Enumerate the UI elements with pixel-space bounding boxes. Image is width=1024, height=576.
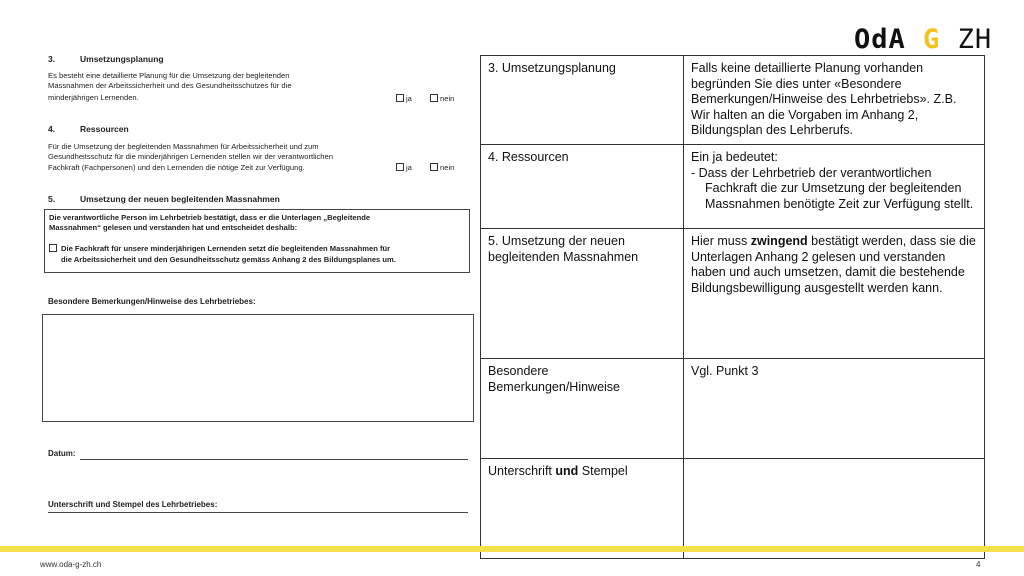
row-text-umsetzung: Hier muss zwingend bestätigt werden, dass sie die Unterlagen Anhang 2 gelesen und verstanden haben und auch umsetzen, damit die bestehende Bildungsbewilligung ausgestellt werden kann. xyxy=(684,228,985,358)
oda-g-zh-logo: OdA G ZH xyxy=(854,24,993,55)
ressourcen-intro: Ein ja bedeutet: xyxy=(691,149,778,164)
checkbox-icon xyxy=(396,163,404,171)
checkbox-icon xyxy=(396,94,404,102)
table-row xyxy=(481,144,985,228)
section-5-check-line1: Die Fachkraft für unsere minderjährigen Lernenden setzt die begleitenden Massnahmen für xyxy=(61,244,391,253)
checkbox-icon xyxy=(430,163,438,171)
section-5-text-line2: Massnahmen“ gelesen und verstanden hat und entscheidet deshalb: xyxy=(49,223,298,232)
section-4-text-line1: Für die Umsetzung der begleitenden Massnahmen für Arbeitssicherheit und zum xyxy=(48,142,319,151)
row-text-bemerkungen: Vgl. Punkt 3 xyxy=(684,358,985,458)
section-5-text-line1: Die verantwortliche Person im Lehrbetrieb bestätigt, dass er die Unterlagen „Begleitende xyxy=(49,213,371,222)
section-3-text-line1: Es besteht eine detaillierte Planung für die Umsetzung der begleitenden xyxy=(48,71,290,80)
section-4-number: 4. xyxy=(48,124,56,134)
row-label-bemerkungen: Besondere Bemerkungen/Hinweise xyxy=(481,358,684,458)
row-label-umsetzung: 5. Umsetzung der neuen begleitenden Massnahmen xyxy=(481,228,684,358)
section-4-nein-option[interactable]: nein xyxy=(430,163,454,172)
table-row xyxy=(481,458,985,558)
date-line[interactable] xyxy=(80,459,468,460)
scanned-form xyxy=(40,44,480,524)
row-label-ressourcen: 4. Ressourcen xyxy=(481,144,684,228)
row-text-umsetzungsplanung: Falls keine detaillierte Planung vorhanden begründen Sie dies unter «Besondere Bemerkungen/Hinweise des Lehrbetriebs». Z.B. Wir halten an die Vorgaben im Anhang 2, Bildungsplan des Lehrberufs. xyxy=(684,56,985,145)
section-4-text-line2: Gesundheitsschutz für die minderjährigen Lernenden stellen wir der verantwortlichen xyxy=(48,152,333,161)
section-3-title: Umsetzungsplanung xyxy=(80,54,164,64)
signature-line[interactable] xyxy=(48,512,468,513)
explanation-table xyxy=(480,55,985,559)
section-5-check-line2: die Arbeitssicherheit und den Gesundheitsschutz gemäss Anhang 2 des Bildungsplanes um. xyxy=(61,255,396,264)
footer-url[interactable]: www.oda-g-zh.ch xyxy=(40,560,102,569)
table-row xyxy=(481,358,985,458)
ressourcen-list xyxy=(691,166,977,213)
page-number: 4 xyxy=(976,560,981,569)
section-3-number: 3. xyxy=(48,54,56,64)
ressourcen-bullet: - Dass der Lehrbetrieb der verantwortlichen Fachkraft die zur Umsetzung der begleitenden Massnahmen benötigte Zeit zur Verfügung stellt. xyxy=(691,165,974,211)
section-5-title: Umsetzung der neuen begleitenden Massnahmen xyxy=(80,194,280,204)
emphasis-und: und xyxy=(555,463,579,478)
date-label: Datum: xyxy=(48,449,76,458)
remarks-box[interactable] xyxy=(42,314,474,422)
section-4-ja-option[interactable]: ja xyxy=(396,163,412,172)
table-row xyxy=(481,228,985,358)
checkbox-icon xyxy=(430,94,438,102)
row-label-unterschrift: Unterschrift und Stempel xyxy=(481,458,684,558)
section-4-title: Ressourcen xyxy=(80,124,129,134)
remarks-label: Besondere Bemerkungen/Hinweise des Lehrbetriebes: xyxy=(48,297,256,306)
table-row xyxy=(481,56,985,145)
row-text-unterschrift xyxy=(684,458,985,558)
section-4-text-line3: Fachkraft (Fachpersonen) und den Lernenden die nötige Zeit zur Verfügung. xyxy=(48,163,305,172)
section-5-checkbox[interactable] xyxy=(49,244,59,253)
emphasis-zwingend: zwingend xyxy=(750,233,808,248)
section-3-text-line3: minderjährigen Lernenden. xyxy=(48,93,139,102)
footer-bar xyxy=(0,546,1024,552)
signature-label: Unterschrift und Stempel des Lehrbetriebes: xyxy=(48,500,218,509)
section-3-text-line2: Massnahmen der Arbeitssicherheit und des Gesundheitsschutzes für die xyxy=(48,81,292,90)
row-text-ressourcen xyxy=(684,144,985,228)
section-5-number: 5. xyxy=(48,194,56,204)
section-3-nein-option[interactable]: nein xyxy=(430,94,454,103)
row-label-umsetzungsplanung: 3. Umsetzungsplanung xyxy=(481,56,684,145)
section-3-ja-option[interactable]: ja xyxy=(396,94,412,103)
checkbox-icon xyxy=(49,244,57,252)
